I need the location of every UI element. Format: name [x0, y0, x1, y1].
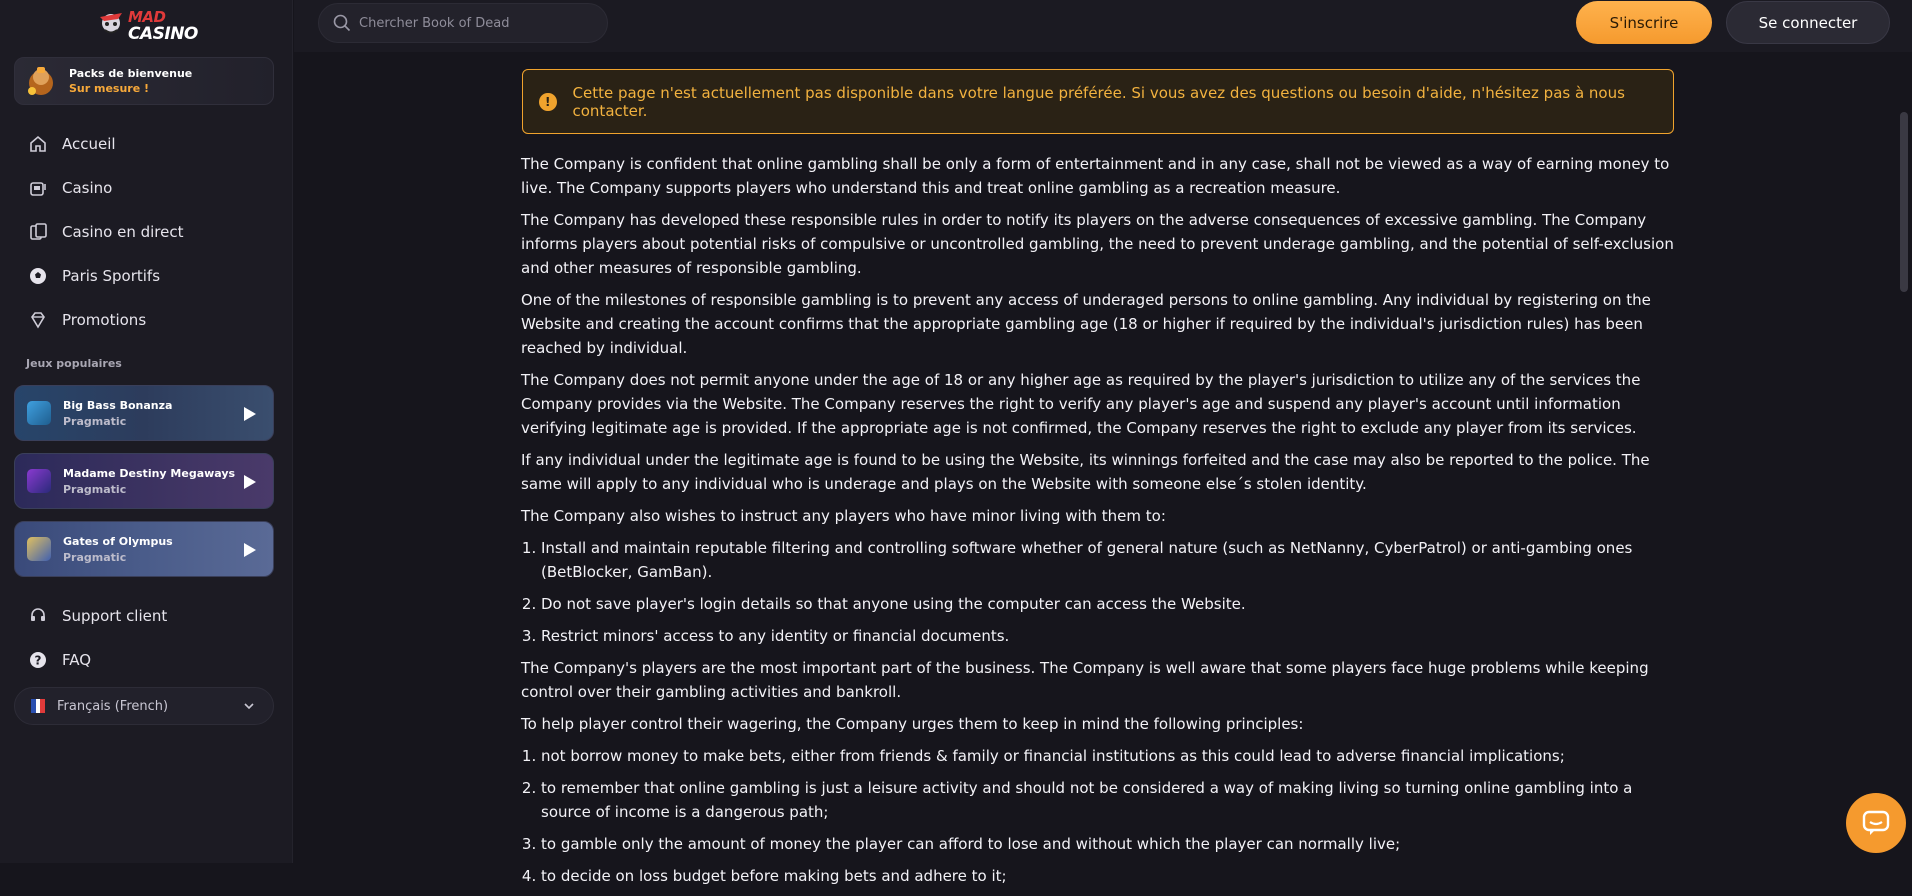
- list-item: 4. to decide on loss budget before making bets and adhere to it;: [541, 864, 1681, 888]
- nav-item-paris-sportifs[interactable]: [0, 254, 293, 298]
- list-item: 1. Install and maintain reputable filtering and controlling software whether of general nature (such as NetNanny, CyberPatrol) or anti-gambing ones (BetBlocker, GamBan).: [541, 536, 1681, 584]
- welcome-packs-banner[interactable]: [14, 57, 274, 105]
- nav-label: Promotions: [62, 311, 147, 329]
- game-name: Gates of Olympus: [63, 534, 173, 548]
- principles-list: [541, 744, 1681, 888]
- main-nav: [0, 122, 293, 342]
- nav-label: Casino en direct: [62, 223, 184, 241]
- play-icon[interactable]: [243, 474, 257, 490]
- logo-mad: MAD: [128, 8, 166, 26]
- paragraph: If any individual under the legitimate age is found to be using the Website, its winnings forfeited and the case may also be reported to the police. The same will apply to any individual who is underage and plays on the Website with someone else´s stolen identity.: [521, 451, 1650, 493]
- play-icon[interactable]: [243, 406, 257, 422]
- popular-games-label: Jeux populaires: [26, 357, 122, 370]
- game-thumbnail: [27, 469, 51, 493]
- top-bar: [294, 0, 1912, 52]
- search-icon: [333, 14, 351, 32]
- nav-item-accueil[interactable]: [0, 122, 293, 166]
- signup-button[interactable]: S'inscrire: [1576, 1, 1712, 44]
- list-item: 3. to gamble only the amount of money the player can afford to lose and without which the player can normally live;: [541, 832, 1681, 856]
- nav-item-promotions[interactable]: [0, 298, 293, 342]
- game-card-madame-destiny-megaways[interactable]: [14, 453, 274, 509]
- nav-item-casino-en-direct[interactable]: [0, 210, 293, 254]
- paragraph: The Company's players are the most important part of the business. The Company is well aware that some players face huge problems while keeping control over their gambling activities and bankroll.: [521, 659, 1649, 701]
- chat-icon: [1861, 808, 1891, 838]
- welcome-bonus-icon: [23, 63, 59, 99]
- headset-icon: [26, 604, 50, 628]
- list-item: 1. not borrow money to make bets, either from friends & family or financial institutions as this could lead to adverse financial implications;: [541, 744, 1681, 768]
- paragraph: To help player control their wagering, the Company urges them to keep in mind the following principles:: [521, 715, 1304, 733]
- secondary-nav: [0, 594, 293, 682]
- nav-item-support-client[interactable]: [0, 594, 293, 638]
- nav-item-casino[interactable]: [0, 166, 293, 210]
- live-chat-button[interactable]: [1846, 793, 1906, 853]
- paragraph: One of the milestones of responsible gambling is to prevent any access of underaged persons to online gambling. Any individual by registering on the Website and creating the account confirms that the appropriate gambling age (18 or higher if required by the individual's jurisdiction rules) has been reached by individual.: [521, 291, 1651, 357]
- home-icon: [26, 132, 50, 156]
- scrollbar-thumb[interactable]: [1900, 112, 1908, 292]
- game-card-big-bass-bonanza[interactable]: [14, 385, 274, 441]
- main-content: [294, 52, 1894, 885]
- welcome-title: Packs de bienvenue: [69, 67, 193, 80]
- game-thumbnail: [27, 401, 51, 425]
- game-thumbnail: [27, 537, 51, 561]
- play-icon[interactable]: [243, 542, 257, 558]
- notice-text: Cette page n'est actuellement pas disponible dans votre langue préférée. Si vous avez des questions ou besoin d'aide, n'hésitez pas à nous contacter.: [572, 83, 1625, 120]
- nav-label: Accueil: [62, 135, 116, 153]
- paragraph: The Company has developed these responsible rules in order to notify its players on the adverse consequences of excessive gambling. The Company informs players about potential risks of compulsive or uncontrolled gambling, the need to prevent underage gambling, and the potential of self-exclusion and other measures of responsible gambling.: [521, 211, 1674, 277]
- page-scrollbar[interactable]: [1894, 52, 1912, 863]
- nav-label: Casino: [62, 179, 113, 197]
- paragraph: The Company does not permit anyone under the age of 18 or any higher age as required by the player's jurisdiction to utilize any of the services the Company provides via the Website. The Company reserves the right to verify any player's age and suspend any player's account until information verifying legitimate age is provided. If the appropriate age is not confirmed, the Company reserves the right to exclude any player from its services.: [521, 371, 1641, 437]
- list-item: 2. to remember that online gambling is just a leisure activity and should not be considered a way of making living so turning online gambling into a source of income is a dangerous path;: [541, 776, 1681, 824]
- nav-label: Paris Sportifs: [62, 267, 161, 285]
- game-name: Big Bass Bonanza: [63, 398, 173, 412]
- language-notice: [522, 69, 1674, 134]
- game-provider: Pragmatic: [63, 482, 127, 496]
- language-label: Français (French): [57, 698, 169, 714]
- list-item: 2. Do not save player's login details so that anyone using the computer can access the Website.: [541, 592, 1681, 616]
- diamond-icon: [26, 308, 50, 332]
- search-input[interactable]: [422, 16, 592, 31]
- search-box[interactable]: [318, 3, 608, 43]
- logo[interactable]: [96, 4, 196, 48]
- warning-icon: !: [539, 93, 557, 111]
- list-item: 3. Restrict minors' access to any identity or financial documents.: [541, 624, 1681, 648]
- welcome-subtitle: Sur mesure !: [69, 82, 150, 95]
- slot-machine-icon: [26, 176, 50, 200]
- sidebar: [0, 0, 293, 863]
- game-name: Madame Destiny Megaways: [63, 466, 236, 480]
- cards-icon: [26, 220, 50, 244]
- logo-casino: CASINO: [128, 24, 198, 44]
- chevron-down-icon: [243, 700, 255, 712]
- search-prefix: Chercher: [359, 15, 419, 31]
- nav-item-faq[interactable]: [0, 638, 293, 682]
- login-button[interactable]: Se connecter: [1726, 1, 1890, 44]
- language-selector[interactable]: [14, 687, 274, 725]
- game-provider: Pragmatic: [63, 550, 127, 564]
- mad-casino-logo-icon: [96, 9, 126, 43]
- game-card-gates-of-olympus[interactable]: [14, 521, 274, 577]
- paragraph: The Company also wishes to instruct any players who have minor living with them to:: [521, 507, 1166, 525]
- nav-label: FAQ: [62, 651, 92, 669]
- minor-protection-list: [541, 536, 1681, 648]
- french-flag-icon: [31, 699, 45, 713]
- soccer-ball-icon: [26, 264, 50, 288]
- svg-text:?: ?: [34, 653, 42, 668]
- responsible-gambling-article: [521, 152, 1681, 896]
- nav-label: Support client: [62, 607, 168, 625]
- game-provider: Pragmatic: [63, 414, 127, 428]
- paragraph: The Company is confident that online gambling shall be only a form of entertainment and in any case, shall not be viewed as a way of earning money to live. The Company supports players who understand this and treat online gambling as a recreation measure.: [521, 155, 1670, 197]
- question-icon: [26, 648, 50, 672]
